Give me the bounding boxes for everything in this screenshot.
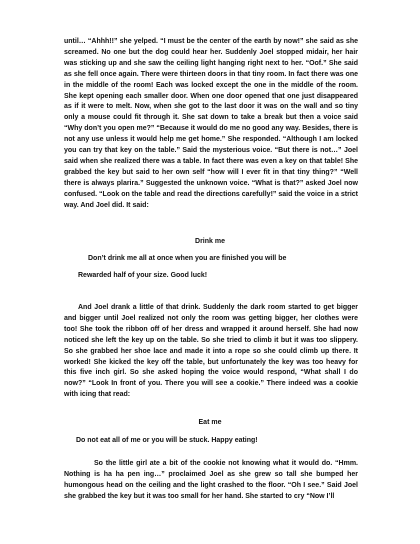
story-paragraph-2 — [64, 303, 358, 401]
eat-me-label: Eat me — [198, 419, 222, 426]
drink-me-instruction-line-1: Don’t drink me all at once when you are finished you will be — [88, 255, 287, 262]
drink-me-label: Drink me — [195, 238, 225, 245]
paragraph-text: And Joel drank a little of that drink. Suddenly the dark room started to get bigger and bigger until Joel realized not only the room was getting bigger, her clothes were too! She took the ribbon off of her dress and wrapped it around herself. She had now noticed she left the key up on the table. So she tried to climb it but it was too slippery. So she grabbed her shoe lace and made it into a rope so she could climb up there. It worked! She kicked the key off the table, but unfortunately the key was too heavy for this five inch girl. So she asked hoping the voice would respond, “What shall I do now?” “Look In front of you. There you will see a cookie.” There indeed was a cookie with icing that read: — [64, 304, 358, 399]
story-paragraph-1 — [64, 37, 358, 212]
paragraph-text: So the little girl ate a bit of the cookie not knowing what it would do. “Hmm. Nothing is ha ha pen ing…” proclaimed Joel as she grew so tall she bumped her humongous head on the ceiling and the light crashed to the floor. “Oh I see.” Said Joel she grabbed the key but it was too small for her hand. She started to cry “Now I’ll — [64, 460, 358, 500]
paragraph-text: until… “Ahhh!!” she yelped. “I must be the center of the earth by now!” she said as she screamed. No one but the dog could hear her. Suddenly Joel stopped midair, her hair was sticking up and she saw the ceiling light hanging right next to her. “Oof.” She said as she fell once again. There were thirteen doors in that tiny room. In fact there was one in the middle of the room! Each was locked except the one in the middle of the room. She kept opening each smaller door. When one door opened that one just disappeared as if it were to melt. Now, when she got to the last door it was on the wall and so tiny only a mouse could fit through it. She sat down to take a break but then a voice said “Why don’t you open me?” “Because it would do me no good any way. Besides, there is not any use unless it would help me get home.” She responded. “Although I am locked you can try that key on the table.” Said the mysterious voice. “But there is not…” Joel said when she realized there was a table. In fact there was even a key on that table! She grabbed the key but said to her own self “how will I ever fit in that tiny thing?” “Well there is always plarira.” Suggested the unknown voice. “What is that?” asked Joel now confused. “Look on the table and read the directions carefully!” said the voice in a strict way. And Joel did. It said: — [64, 38, 358, 209]
story-paragraph-3 — [64, 459, 358, 503]
drink-me-instruction-line-2: Rewarded half of your size. Good luck! — [78, 272, 208, 279]
eat-me-instruction-line: Do not eat all of me or you will be stuck. Happy eating! — [76, 437, 258, 444]
